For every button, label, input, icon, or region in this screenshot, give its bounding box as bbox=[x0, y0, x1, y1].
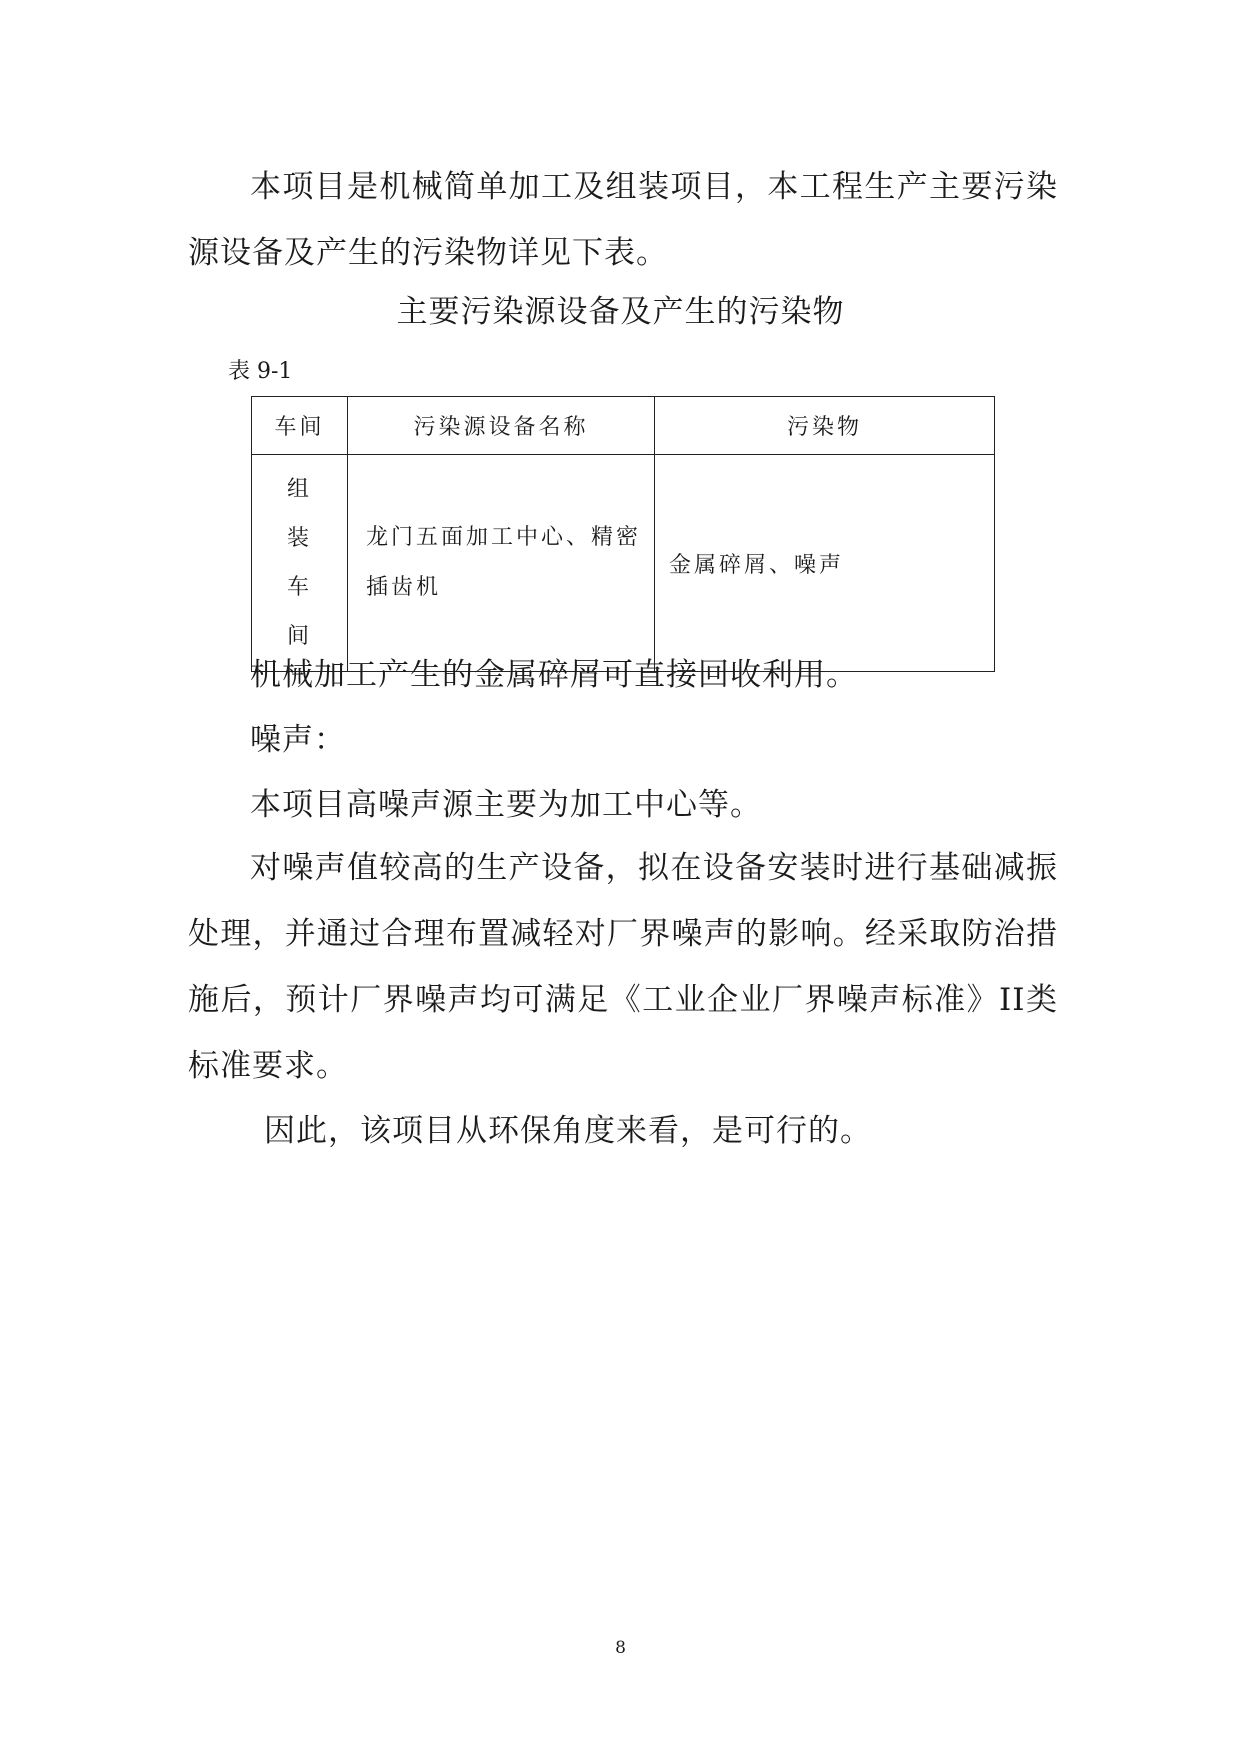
noise-measures-paragraph: 对噪声值较高的生产设备，拟在设备安装时进行基础减振处理，并通过合理布置减轻对厂界噪声的影响。经采取防治措施后，预计厂界噪声均可满足《工业企业厂界噪声标准》II类标准要求。 bbox=[188, 850, 1058, 1084]
pollution-source-table bbox=[251, 396, 995, 672]
equipment-cell: 龙门五面加工中心、精密插齿机 bbox=[348, 455, 655, 672]
page-number: 8 bbox=[615, 1638, 626, 1658]
scrap-paragraph: 机械加工产生的金属碎屑可直接回收利用。 bbox=[250, 657, 858, 693]
table-row bbox=[252, 455, 995, 672]
noise-heading: 噪声： bbox=[250, 722, 346, 758]
pollutant-cell: 金属碎屑、噪声 bbox=[655, 455, 995, 672]
workshop-char: 车 bbox=[286, 575, 312, 600]
table-number: 表 9-1 bbox=[228, 359, 293, 384]
workshop-char: 组 bbox=[286, 477, 312, 502]
conclusion-paragraph: 因此，该项目从环保角度来看，是可行的。 bbox=[264, 1113, 872, 1149]
header-equipment: 污染源设备名称 bbox=[348, 397, 655, 455]
table-title: 主要污染源设备及产生的污染物 bbox=[396, 294, 845, 330]
header-workshop: 车间 bbox=[252, 397, 348, 455]
workshop-char: 间 bbox=[286, 624, 312, 649]
noise-source-paragraph: 本项目高噪声源主要为加工中心等。 bbox=[250, 787, 762, 823]
workshop-cell bbox=[252, 455, 348, 672]
intro-paragraph: 本项目是机械简单加工及组装项目，本工程生产主要污染源设备及产生的污染物详见下表。 bbox=[188, 169, 1058, 271]
workshop-char: 装 bbox=[286, 526, 312, 551]
table-header-row bbox=[252, 397, 995, 455]
header-pollutant: 污染物 bbox=[655, 397, 995, 455]
